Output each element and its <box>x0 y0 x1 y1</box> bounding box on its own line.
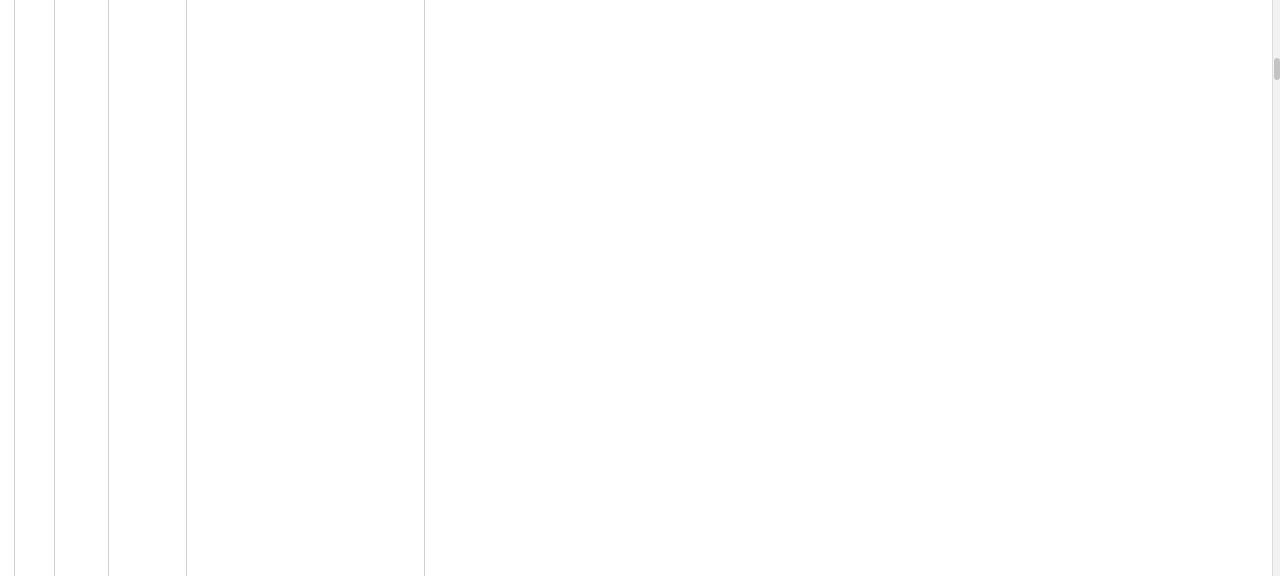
scrollbar-thumb[interactable] <box>1274 58 1280 80</box>
column-divider <box>424 0 425 576</box>
column-divider <box>54 0 55 576</box>
column-divider <box>14 0 15 576</box>
column-divider <box>186 0 187 576</box>
column-divider <box>108 0 109 576</box>
vertical-scrollbar[interactable] <box>1272 0 1280 576</box>
